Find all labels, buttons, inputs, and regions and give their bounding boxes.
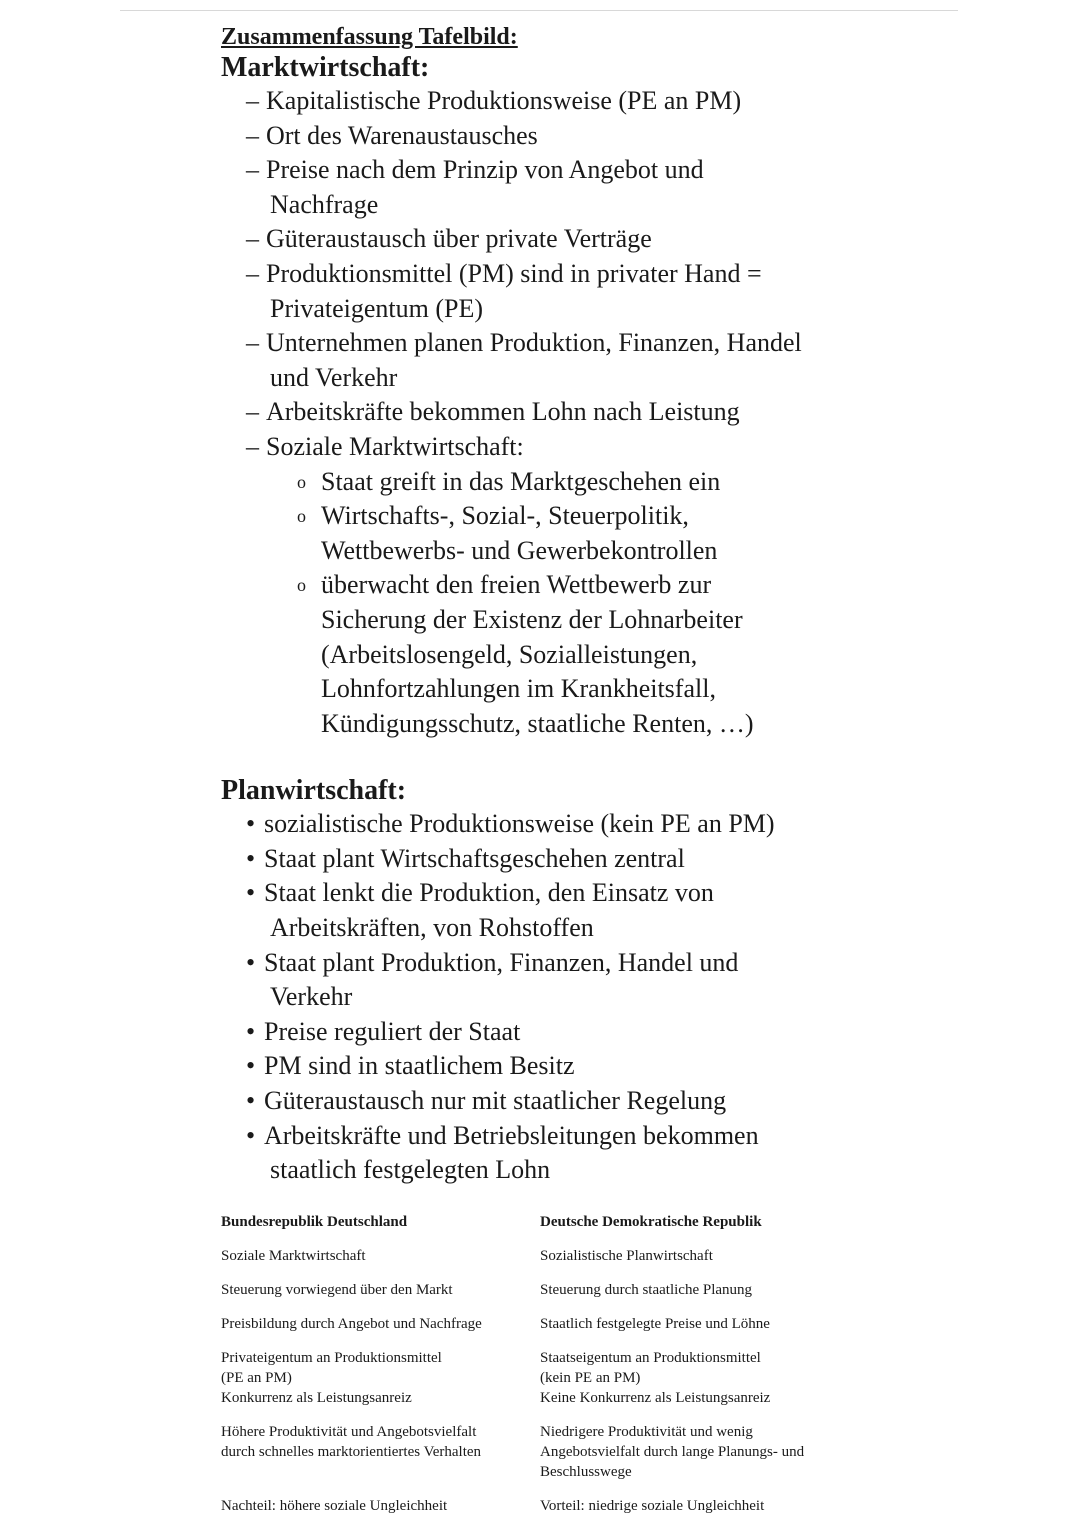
market-line <box>221 465 941 500</box>
dot-bullet-icon: • <box>246 1120 256 1150</box>
dot-bullet-icon: • <box>246 1051 256 1081</box>
plan-line-text: Arbeitskräfte und Betriebsleitungen bekommen <box>264 1120 759 1150</box>
dash-bullet-icon: – <box>246 258 259 288</box>
plan-line <box>221 876 941 911</box>
plan-line-text: sozialistische Produktionsweise (kein PE an PM) <box>264 809 775 839</box>
plan-line <box>221 842 941 877</box>
dash-bullet-icon: – <box>246 224 259 254</box>
market-line-text: Produktionsmittel (PM) sind in privater Hand = <box>266 258 762 288</box>
market-line <box>221 534 941 569</box>
plan-line-text: staatlich festgelegten Lohn <box>270 1155 551 1185</box>
dash-bullet-icon: – <box>246 120 259 150</box>
market-line <box>221 153 941 188</box>
plan-line-text: Staat plant Wirtschaftsgeschehen zentral <box>264 843 685 873</box>
summary-heading: Zusammenfassung Tafelbild: <box>221 24 518 50</box>
market-line-text: (Arbeitslosengeld, Sozialleistungen, <box>321 639 698 669</box>
market-economy-title: Marktwirtschaft: <box>221 52 430 83</box>
market-line <box>221 707 941 742</box>
dot-bullet-icon: • <box>246 1016 256 1046</box>
cell-ddr: Staatseigentum an Produktionsmittel (kein PE an PM) Keine Konkurrenz als Leistungsanreiz <box>540 1350 771 1406</box>
dot-bullet-icon: • <box>246 878 256 908</box>
market-line-text: Ort des Warenaustausches <box>266 120 538 150</box>
dash-bullet-icon: – <box>246 431 259 461</box>
cell-ddr: Steuerung durch staatliche Planung <box>540 1282 753 1298</box>
dot-bullet-icon: • <box>246 843 256 873</box>
planned-economy-title: Planwirtschaft: <box>221 775 407 807</box>
plan-line <box>221 807 941 842</box>
market-line <box>221 672 941 707</box>
plan-line <box>221 1015 941 1050</box>
market-line <box>221 84 941 119</box>
market-line <box>221 430 941 465</box>
circle-bullet-icon: o <box>297 471 306 492</box>
cell-ddr: Niedrigere Produktivität und wenig Angebotsvielfalt durch lange Planungs- und Beschlusswege <box>540 1424 805 1480</box>
circle-bullet-icon: o <box>297 506 306 527</box>
table-row <box>221 1314 861 1334</box>
market-line-text: Lohnfortzahlungen im Krankheitsfall, <box>321 674 716 704</box>
plan-line <box>221 1084 941 1119</box>
plan-line-text: Güteraustausch nur mit staatlicher Regelung <box>264 1086 727 1116</box>
market-line-text: Preise nach dem Prinzip von Angebot und <box>266 155 704 185</box>
market-line <box>221 603 941 638</box>
market-line-text: Kapitalistische Produktionsweise (PE an PM) <box>266 86 742 115</box>
market-line-text: Privateigentum (PE) <box>270 293 484 323</box>
market-line-text: Unternehmen planen Produktion, Finanzen, Handel <box>266 328 802 358</box>
cell-brd: Preisbildung durch Angebot und Nachfrage <box>221 1316 482 1332</box>
table-row <box>221 1280 861 1300</box>
plan-line-text: Staat lenkt die Produktion, den Einsatz von <box>264 878 714 908</box>
market-line <box>221 222 941 257</box>
dash-bullet-icon: – <box>246 155 259 185</box>
plan-line <box>221 911 941 946</box>
market-line <box>221 638 941 673</box>
market-line <box>221 292 941 327</box>
planned-economy-list <box>221 807 941 1188</box>
cell-brd: Nachteil: höhere soziale Ungleichheit <box>221 1498 448 1514</box>
market-line <box>221 326 941 361</box>
plan-line-text: Verkehr <box>270 982 353 1012</box>
plan-line <box>221 1153 941 1188</box>
market-line <box>221 499 941 534</box>
cell-brd: Steuerung vorwiegend über den Markt <box>221 1282 453 1298</box>
market-line <box>221 568 941 603</box>
market-line-text: Nachfrage <box>270 189 379 219</box>
plan-line-text: PM sind in staatlichem Besitz <box>264 1051 575 1081</box>
market-line-text: Wettbewerbs- und Gewerbekontrollen <box>321 535 718 565</box>
market-line-text: und Verkehr <box>270 362 398 392</box>
top-divider <box>120 10 958 11</box>
market-line-text: Kündigungsschutz, staatliche Renten, …) <box>321 708 754 738</box>
table-row <box>221 1422 861 1482</box>
cell-brd: Soziale Marktwirtschaft <box>221 1248 366 1264</box>
plan-line-text: Staat plant Produktion, Finanzen, Handel und <box>264 947 739 977</box>
cell-ddr: Sozialistische Planwirtschaft <box>540 1248 713 1264</box>
market-line <box>221 361 941 396</box>
market-line-text: Sicherung der Existenz der Lohnarbeiter <box>321 604 743 634</box>
dash-bullet-icon: – <box>246 86 259 115</box>
plan-line <box>221 980 941 1015</box>
comparison-header-row <box>221 1212 861 1232</box>
market-line <box>221 395 941 430</box>
dot-bullet-icon: • <box>246 809 256 839</box>
market-line-text: Staat greift in das Marktgeschehen ein <box>321 466 721 496</box>
table-row <box>221 1348 861 1408</box>
market-line-text: Wirtschafts-, Sozial-, Steuerpolitik, <box>321 501 689 531</box>
table-row <box>221 1246 861 1266</box>
market-line-text: überwacht den freien Wettbewerb zur <box>321 570 712 600</box>
cell-brd: Privateigentum an Produktionsmittel (PE an PM) Konkurrenz als Leistungsanreiz <box>221 1350 442 1406</box>
market-line-text: Soziale Marktwirtschaft: <box>266 431 524 461</box>
dash-bullet-icon: – <box>246 328 259 358</box>
cell-brd: Höhere Produktivität und Angebotsvielfalt durch schnelles marktorientiertes Verhalten <box>221 1424 482 1460</box>
plan-line <box>221 1049 941 1084</box>
dot-bullet-icon: • <box>246 1086 256 1116</box>
plan-line <box>221 946 941 981</box>
cell-ddr: Vorteil: niedrige soziale Ungleichheit <box>540 1498 765 1514</box>
cell-ddr: Staatlich festgelegte Preise und Löhne <box>540 1316 770 1332</box>
market-line <box>221 119 941 154</box>
market-line-text: Güteraustausch über private Verträge <box>266 224 652 254</box>
document-body <box>221 22 941 1188</box>
header-brd: Bundesrepublik Deutschland <box>221 1214 408 1230</box>
plan-line <box>221 1119 941 1154</box>
plan-line-text: Preise reguliert der Staat <box>264 1016 521 1046</box>
circle-bullet-icon: o <box>297 575 306 596</box>
dot-bullet-icon: • <box>246 947 256 977</box>
market-line-text: Arbeitskräfte bekommen Lohn nach Leistung <box>266 397 740 427</box>
dash-bullet-icon: – <box>246 397 259 427</box>
table-row <box>221 1496 861 1516</box>
plan-line-text: Arbeitskräften, von Rohstoffen <box>270 913 594 943</box>
comparison-table <box>221 1212 861 1516</box>
market-economy-list <box>221 84 941 741</box>
market-line <box>221 257 941 292</box>
market-line <box>221 188 941 223</box>
header-ddr: Deutsche Demokratische Republik <box>540 1214 762 1230</box>
